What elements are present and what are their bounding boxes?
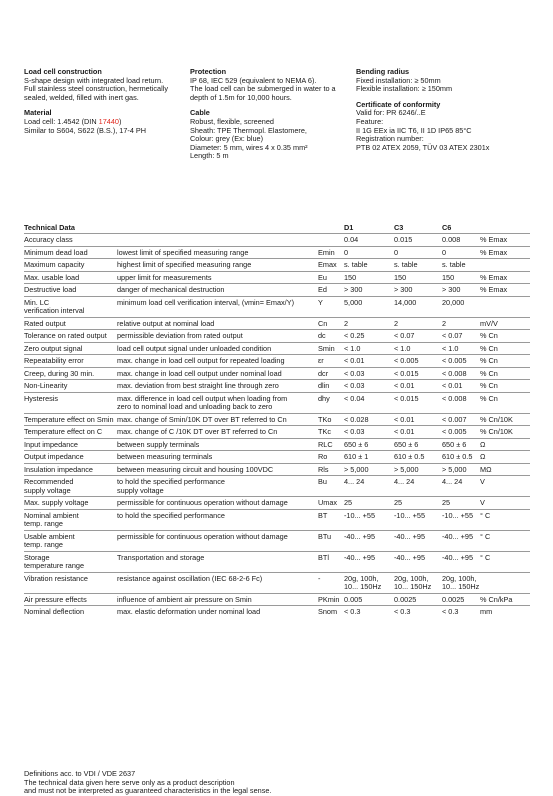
param-name: Minimum dead load bbox=[24, 247, 88, 257]
text-line: S-shape design with integrated load return. bbox=[24, 75, 164, 85]
value-d1: -40... +95 bbox=[344, 531, 376, 541]
param-name: Repeatability error bbox=[24, 356, 84, 365]
value-c6: -40... +95 bbox=[442, 552, 474, 562]
table-row bbox=[24, 342, 530, 355]
param-description: highest limit of specified measuring range bbox=[117, 260, 252, 269]
value-c6: s. table bbox=[442, 260, 466, 269]
value-c6: < 0.3 bbox=[442, 607, 459, 616]
header-cell: Technical Data bbox=[24, 223, 75, 232]
value-c6: 2 bbox=[442, 318, 447, 328]
value-c6: > 5,000 bbox=[442, 464, 467, 474]
value-c3: < 0.01 bbox=[394, 414, 415, 424]
text-line: Flexible installation: ≥ 150mm bbox=[356, 84, 453, 94]
param-symbol: Rls bbox=[318, 464, 329, 474]
value-d1: -40... +95 bbox=[344, 552, 376, 562]
param-symbol: Ro bbox=[318, 452, 328, 461]
table-row bbox=[24, 379, 530, 392]
value-c6: > 300 bbox=[442, 285, 461, 294]
param-name: Insulation impedance bbox=[24, 464, 93, 474]
param-name: Tolerance on rated output bbox=[24, 331, 107, 340]
bending-section bbox=[356, 68, 489, 152]
value-c3: s. table bbox=[394, 260, 418, 269]
param-symbol: PKmin bbox=[318, 594, 340, 604]
table-row bbox=[24, 509, 530, 530]
param-unit: % Cn bbox=[480, 331, 498, 340]
value-c3: 0.0025 bbox=[394, 594, 417, 604]
value-c3: < 0.005 bbox=[394, 356, 419, 365]
value-c3: < 0.3 bbox=[394, 607, 411, 616]
table-header bbox=[24, 222, 530, 233]
table-row bbox=[24, 392, 530, 413]
text-line: PTB 02 ATEX 2059, TÜV 03 ATEX 2301x bbox=[356, 142, 490, 152]
param-symbol: εr bbox=[318, 356, 324, 365]
param-description: max. elastic deformation under nominal load bbox=[117, 607, 261, 616]
table-row bbox=[24, 413, 530, 426]
value-c6: 20,000 bbox=[442, 297, 465, 307]
param-symbol: Eu bbox=[318, 272, 327, 282]
table-row bbox=[24, 246, 530, 259]
param-description: danger of mechanical destruction bbox=[117, 285, 225, 294]
param-unit: Ω bbox=[480, 439, 486, 449]
value-c6: < 1.0 bbox=[442, 343, 459, 353]
table-row bbox=[24, 438, 530, 451]
value-c3: < 0.01 bbox=[394, 381, 415, 390]
value-d1: 150 bbox=[344, 272, 357, 282]
param-name: Nominal ambient temp. range bbox=[24, 510, 79, 529]
param-unit: mV/V bbox=[480, 318, 498, 328]
value-c3: -40... +95 bbox=[394, 531, 426, 541]
value-c3: 25 bbox=[394, 498, 403, 507]
value-c3: 610 ± 0.5 bbox=[394, 452, 425, 461]
table-row bbox=[24, 317, 530, 330]
param-description: resistance against oscillation (IEC 68-2-6 Fc) bbox=[117, 573, 263, 583]
param-symbol: TKo bbox=[318, 414, 332, 424]
param-name: Non-Linearity bbox=[24, 381, 68, 390]
text-line: Length: 5 m bbox=[190, 151, 229, 161]
value-d1: 0.04 bbox=[344, 235, 359, 244]
param-description: influence of ambient air pressure on Smin bbox=[117, 594, 252, 604]
section-title: Certificate of conformity bbox=[356, 99, 441, 109]
value-c6: -40... +95 bbox=[442, 531, 474, 541]
param-description: load cell output signal under unloaded condition bbox=[117, 343, 272, 353]
table-row bbox=[24, 367, 530, 380]
value-c3: 2 bbox=[394, 318, 399, 328]
value-c3: > 300 bbox=[394, 285, 413, 294]
value-d1: < 0.04 bbox=[344, 393, 365, 403]
param-description: upper limit for measurements bbox=[117, 272, 212, 282]
param-unit: % Cn/kPa bbox=[480, 594, 513, 604]
text-line: Full stainless steel construction, hermetically bbox=[24, 84, 168, 94]
param-description: minimum load cell verification interval, (vmin= Emax/Y) bbox=[117, 297, 295, 307]
param-name: Accuracy class bbox=[24, 235, 73, 244]
param-description: max. deviation from best straight line through zero bbox=[117, 381, 279, 390]
param-description: lowest limit of specified measuring range bbox=[117, 247, 249, 257]
param-description: between supply terminals bbox=[117, 439, 200, 449]
param-unit: MΩ bbox=[480, 464, 492, 474]
header-cell: C3 bbox=[394, 223, 404, 232]
param-unit: ° C bbox=[480, 531, 491, 541]
param-symbol: dhy bbox=[318, 393, 330, 403]
value-d1: 20g, 100h, 10... 150Hz bbox=[344, 573, 382, 592]
table-row bbox=[24, 271, 530, 284]
param-symbol: Umax bbox=[318, 498, 338, 507]
param-unit: % Emax bbox=[480, 285, 508, 294]
table-row bbox=[24, 572, 530, 593]
value-c6: 0.0025 bbox=[442, 594, 465, 604]
value-d1: < 0.01 bbox=[344, 356, 365, 365]
text-line: The load cell can be submerged in water to a bbox=[190, 84, 336, 94]
value-d1: < 0.03 bbox=[344, 427, 365, 436]
param-name: Usable ambient temp. range bbox=[24, 531, 75, 550]
table-row bbox=[24, 551, 530, 572]
param-description: permissible deviation from rated output bbox=[117, 331, 243, 340]
table-row bbox=[24, 530, 530, 551]
table-row bbox=[24, 450, 530, 463]
param-symbol: dc bbox=[318, 331, 326, 340]
param-description: max. difference in load cell output when loading from zero to nominal load and unloading back to zero bbox=[117, 393, 288, 412]
param-unit: % Cn bbox=[480, 356, 498, 365]
param-symbol: Emin bbox=[318, 247, 335, 257]
value-d1: 4... 24 bbox=[344, 477, 365, 486]
param-unit: % Cn/10K bbox=[480, 427, 513, 436]
param-unit: % Emax bbox=[480, 272, 508, 282]
param-unit: % Cn bbox=[480, 343, 498, 353]
param-name: Output impedance bbox=[24, 452, 84, 461]
text-line: Registration number: bbox=[356, 134, 424, 144]
din-link[interactable]: 17440 bbox=[98, 116, 119, 126]
value-c6: 650 ± 6 bbox=[442, 439, 467, 449]
value-c6: < 0.005 bbox=[442, 427, 467, 436]
value-c6: 4... 24 bbox=[442, 477, 463, 486]
table-row bbox=[24, 475, 530, 496]
footer-line: Definitions acc. to VDI / VDE 2637 bbox=[24, 769, 136, 778]
section-title: Cable bbox=[190, 108, 210, 118]
param-description: to hold the specified performance supply voltage bbox=[117, 477, 225, 495]
param-unit: % Cn bbox=[480, 381, 498, 390]
text-line: Diameter: 5 mm, wires 4 x 0.35 mm² bbox=[190, 142, 308, 152]
value-d1: 25 bbox=[344, 498, 353, 507]
table-body bbox=[24, 233, 530, 618]
value-d1: 2 bbox=[344, 318, 349, 328]
value-c3: 14,000 bbox=[394, 297, 417, 307]
param-unit: mm bbox=[480, 607, 493, 616]
value-d1: -10... +55 bbox=[344, 510, 376, 520]
param-unit: % Cn/10K bbox=[480, 414, 513, 424]
param-symbol: BTu bbox=[318, 531, 332, 541]
param-symbol: BT bbox=[318, 510, 328, 520]
table-row bbox=[24, 354, 530, 367]
param-unit: % Cn bbox=[480, 368, 498, 378]
param-name: Zero output signal bbox=[24, 343, 83, 353]
text-line: Fixed installation: ≥ 50mm bbox=[356, 75, 441, 85]
value-d1: < 0.3 bbox=[344, 607, 361, 616]
param-name: Temperature effect on C bbox=[24, 427, 103, 436]
param-name: Nominal deflection bbox=[24, 607, 85, 616]
text-part: Load cell: 1.4542 (DIN bbox=[24, 116, 99, 126]
value-c6: 610 ± 0.5 bbox=[442, 452, 473, 461]
section-title: Load cell construction bbox=[24, 67, 102, 76]
value-c3: 0.015 bbox=[394, 235, 413, 244]
text-line: depth of 1.5m for 10,000 hours. bbox=[190, 92, 292, 102]
param-symbol: Emax bbox=[318, 260, 337, 269]
section-title: Protection bbox=[190, 67, 227, 76]
param-unit: V bbox=[480, 477, 485, 486]
table-row bbox=[24, 296, 530, 317]
value-c3: -10... +55 bbox=[394, 510, 426, 520]
param-name: Hysteresis bbox=[24, 393, 59, 403]
value-d1: < 0.03 bbox=[344, 368, 365, 378]
table-row bbox=[24, 233, 530, 246]
param-name: Temperature effect on Smin bbox=[24, 414, 114, 424]
param-name: Maximum capacity bbox=[24, 260, 85, 269]
param-name: Air pressure effects bbox=[24, 594, 87, 604]
value-d1: < 0.25 bbox=[344, 331, 365, 340]
param-symbol: Bu bbox=[318, 477, 327, 486]
text-part: ) bbox=[118, 116, 122, 126]
value-c3: < 0.01 bbox=[394, 427, 415, 436]
value-c6: < 0.005 bbox=[442, 356, 467, 365]
param-symbol: Y bbox=[318, 297, 323, 307]
param-symbol: Smin bbox=[318, 343, 335, 353]
value-c6: -10... +55 bbox=[442, 510, 474, 520]
value-d1: 650 ± 6 bbox=[344, 439, 369, 449]
value-c6: < 0.007 bbox=[442, 414, 467, 424]
text-line: sealed, welded, filled with inert gas. bbox=[24, 92, 139, 102]
value-c6: 150 bbox=[442, 272, 455, 282]
value-c6: < 0.07 bbox=[442, 331, 463, 340]
param-unit: V bbox=[480, 498, 485, 507]
value-c3: 4... 24 bbox=[394, 477, 415, 486]
value-c6: 25 bbox=[442, 498, 451, 507]
param-symbol: TKc bbox=[318, 427, 331, 436]
param-unit: Ω bbox=[480, 452, 486, 461]
param-unit: % Emax bbox=[480, 247, 508, 257]
param-symbol: Cn bbox=[318, 318, 328, 328]
text-line: II 1G EEx ia IIC T6, II 1D IP65 85°C bbox=[356, 125, 472, 135]
text-line: Feature: bbox=[356, 116, 384, 126]
header-cell: D1 bbox=[344, 223, 354, 232]
protection-section bbox=[190, 68, 336, 161]
param-description: permissible for continuous operation without damage bbox=[117, 531, 288, 541]
text-line: Colour: grey (Ex: blue) bbox=[190, 134, 263, 144]
value-d1: 5,000 bbox=[344, 297, 363, 307]
param-description: Transportation and storage bbox=[117, 552, 205, 562]
table-row bbox=[24, 496, 530, 509]
header-cell: C6 bbox=[442, 223, 452, 232]
text-line: Similar to S604, S622 (B.S.), 17-4 PH bbox=[24, 125, 147, 135]
param-description: to hold the specified performance bbox=[117, 510, 225, 520]
param-unit: ° C bbox=[480, 510, 491, 520]
value-c6: < 0.008 bbox=[442, 368, 467, 378]
table-row bbox=[24, 605, 530, 618]
param-unit: % Cn bbox=[480, 393, 498, 403]
value-c3: -40... +95 bbox=[394, 552, 426, 562]
param-description: between measuring terminals bbox=[117, 452, 213, 461]
section-title: Bending radius bbox=[356, 67, 410, 76]
param-name: Rated output bbox=[24, 318, 66, 328]
value-c3: 650 ± 6 bbox=[394, 439, 419, 449]
param-name: Vibration resistance bbox=[24, 573, 88, 583]
text-line: Robust, flexible, screened bbox=[190, 116, 274, 126]
param-description: max. change of Smin/10K DT over BT referred to Cn bbox=[117, 414, 287, 424]
value-c6: < 0.01 bbox=[442, 381, 463, 390]
param-name: Max. usable load bbox=[24, 272, 80, 282]
value-c3: > 5,000 bbox=[394, 464, 419, 474]
value-d1: > 5,000 bbox=[344, 464, 369, 474]
param-name: Destructive load bbox=[24, 285, 77, 294]
value-c3: < 0.015 bbox=[394, 393, 419, 403]
value-c6: 20g, 100h, 10... 150Hz bbox=[442, 573, 480, 592]
table-row bbox=[24, 425, 530, 438]
param-description: relative output at nominal load bbox=[117, 318, 215, 328]
param-description: permissible for continuous operation without damage bbox=[117, 498, 288, 507]
value-d1: < 0.03 bbox=[344, 381, 365, 390]
param-unit: % Emax bbox=[480, 235, 508, 244]
param-description: max. change in load cell output for repeated loading bbox=[117, 356, 285, 365]
section-title: Material bbox=[24, 108, 52, 118]
text-line: Sheath: TPE Thermopl. Elastomere, bbox=[190, 125, 307, 135]
param-symbol: dlin bbox=[318, 381, 330, 390]
value-d1: 610 ± 1 bbox=[344, 452, 369, 461]
text-line: IP 68, IEC 529 (equivalent to NEMA 6). bbox=[190, 75, 317, 85]
param-symbol: RLC bbox=[318, 439, 333, 449]
value-c3: < 1.0 bbox=[394, 343, 411, 353]
value-d1: 0.005 bbox=[344, 594, 363, 604]
param-description: max. change of C /10K DT over BT referred to Cn bbox=[117, 427, 278, 436]
footer-line: and must not be interpreted as guaranteed characteristics in the legal sense. bbox=[24, 786, 272, 796]
table-row bbox=[24, 463, 530, 476]
table-row bbox=[24, 258, 530, 271]
load-cell-section bbox=[24, 68, 168, 135]
value-c3: < 0.07 bbox=[394, 331, 415, 340]
value-d1: s. table bbox=[344, 260, 368, 269]
value-c6: 0.008 bbox=[442, 235, 461, 244]
value-c6: 0 bbox=[442, 247, 447, 257]
value-d1: 0 bbox=[344, 247, 349, 257]
param-name: Min. LC verification interval bbox=[24, 297, 85, 316]
value-d1: < 0.028 bbox=[344, 414, 369, 424]
param-description: max. change in load cell output under nominal load bbox=[117, 368, 282, 378]
param-name: Input impedance bbox=[24, 439, 78, 449]
footer-notes bbox=[24, 770, 271, 796]
param-symbol: Ed bbox=[318, 285, 327, 294]
param-name: Storage temperature range bbox=[24, 552, 85, 571]
param-symbol: - bbox=[318, 573, 321, 583]
param-name: Max. supply voltage bbox=[24, 498, 89, 507]
value-d1: > 300 bbox=[344, 285, 363, 294]
value-c6: < 0.008 bbox=[442, 393, 467, 403]
param-symbol: Snom bbox=[318, 607, 338, 616]
table-row bbox=[24, 329, 530, 342]
value-d1: < 1.0 bbox=[344, 343, 361, 353]
param-symbol: dcr bbox=[318, 368, 329, 378]
value-c3: 20g, 100h, 10... 150Hz bbox=[394, 573, 432, 592]
technical-data-table bbox=[24, 222, 530, 618]
param-symbol: BTl bbox=[318, 552, 329, 562]
table-row bbox=[24, 593, 530, 606]
footer-line: The technical data given here serve only as a product description bbox=[24, 777, 235, 787]
param-name: Creep, during 30 min. bbox=[24, 368, 95, 378]
value-c3: 0 bbox=[394, 247, 399, 257]
text-line: Valid for: PR 6246/..E bbox=[356, 108, 426, 118]
param-description: between measuring circuit and housing 100VDC bbox=[117, 464, 274, 474]
value-c3: 150 bbox=[394, 272, 407, 282]
table-row bbox=[24, 283, 530, 296]
value-c3: < 0.015 bbox=[394, 368, 419, 378]
param-unit: ° C bbox=[480, 552, 491, 562]
param-name: Recommended supply voltage bbox=[24, 477, 74, 495]
